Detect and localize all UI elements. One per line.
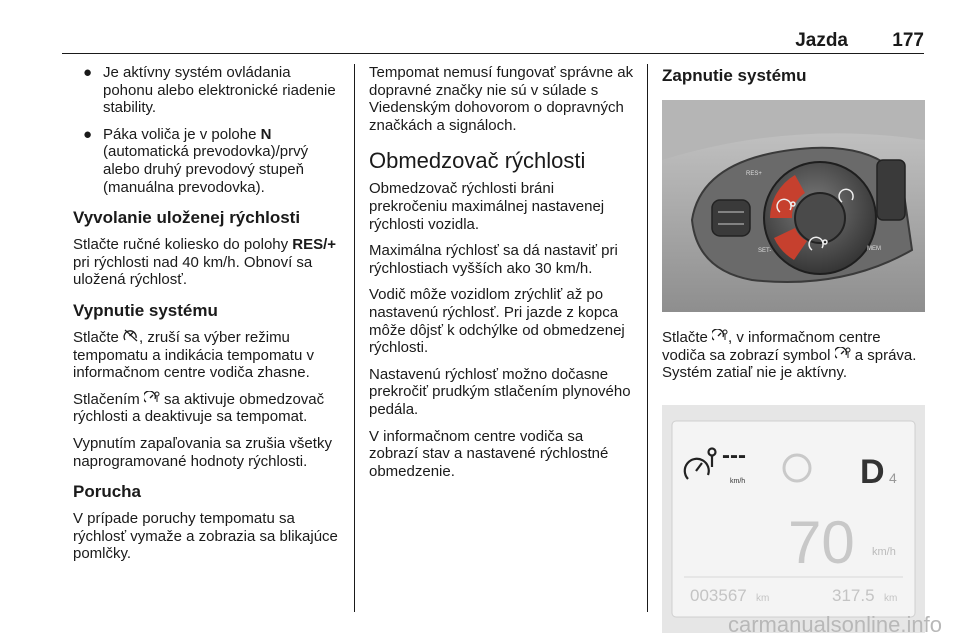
gear-n-label: N (260, 125, 272, 143)
bullet-icon: ● (83, 125, 93, 143)
mem-wheel-label: MEM (867, 246, 881, 252)
column-3 (662, 64, 927, 638)
speed-limiter-icon (712, 329, 728, 347)
paragraph-switch-off-3: Vypnutím zapaľovania sa zrušia všetky naprogramované hodnoty rýchlosti. (73, 434, 332, 470)
paragraph-limiter-4: Nastavenú rýchlosť možno dočasne prekročiť prudkým stlačením plynového pedála. (369, 365, 631, 418)
paragraph-fault: V prípade poruchy tempomatu sa rýchlosť vymaže a zobrazia sa blikajúce pomlčky. (73, 510, 338, 563)
heading-switch-on: Zapnutie systému (662, 66, 807, 85)
res-plus-label: RES/+ (292, 236, 337, 254)
page-number: 177 (892, 30, 924, 51)
trip-value: 317.5 (832, 585, 875, 605)
heading-switch-off: Vypnutie systému (73, 300, 218, 320)
set-speed-dashes: --- (722, 441, 746, 469)
column-divider-2 (647, 64, 648, 612)
gear-number: 4 (889, 469, 897, 486)
header-rule (62, 53, 924, 54)
gear-indicator: D (860, 452, 885, 491)
paragraph-limiter-3: Vodič môže vozidlom zrýchliť až po nastavenú rýchlosť. Pri jazde z kopca môže dôjsť k odchýlke od obmedzenej rýchlosti. (369, 286, 625, 357)
paragraph-switch-off-2: Stlačením sa aktivuje obmedzovač rýchlosti a deaktivuje sa tempomat. (73, 390, 325, 426)
speed-limiter-icon (835, 347, 851, 365)
column-divider-1 (354, 64, 355, 612)
watermark: carmanualsonline.info (727, 612, 942, 637)
paragraph-limiter-2: Maximálna rýchlosť sa dá nastaviť pri rýchlostiach vyšších ako 30 km/h. (369, 242, 618, 277)
paragraph-switch-on: Stlačte , v informačnom centre vodiča sa zobrazí symbol a správa. Systém zatiaľ nie je aktívny. (662, 329, 917, 382)
trip-unit: km (884, 592, 898, 604)
driver-info-display-image (662, 405, 925, 633)
set-speed-unit: km/h (730, 477, 746, 485)
heading-speed-limiter: Obmedzovač rýchlosti (369, 148, 586, 174)
paragraph-recall: Stlačte ručné koliesko do polohy RES/+ pri rýchlosti nad 40 km/h. Obnoví sa uložená rýchlosť. (73, 236, 337, 289)
page-header (62, 30, 924, 54)
chapter-title: Jazda (795, 30, 848, 51)
heading-fault: Porucha (73, 482, 142, 502)
speed-unit: km/h (872, 545, 896, 558)
res-plus-wheel-label: RES+ (746, 171, 762, 177)
speed-limiter-icon (144, 391, 160, 409)
current-speed: 70 (788, 508, 855, 576)
odometer-value: 003567 (690, 585, 747, 605)
set-minus-wheel-label: SET- (758, 248, 772, 254)
odometer-unit: km (756, 592, 770, 604)
heading-recall: Vyvolanie uloženej rýchlosti (73, 208, 301, 228)
list-item: ● Je aktívny systém ovládania pohonu alebo elektronické riadenie stability. (83, 64, 336, 117)
steering-wheel-controls-image (662, 100, 925, 312)
cruise-cancel-icon (123, 329, 139, 347)
paragraph-limiter-5: V informačnom centre vodiča sa zobrazí stav a nastavené rýchlostné obmedzenie. (369, 427, 609, 480)
list-item: ● Páka voliča je v polohe N (automatická prevodovka)/prvý alebo druhý prevodový stupeň (manuálna prevodovka). (83, 125, 309, 196)
paragraph-limiter-1: Obmedzovač rýchlosti bráni prekročeniu maximálnej nastavenej rýchlosti vozidla. (369, 180, 605, 233)
bullet-icon: ● (83, 64, 93, 81)
paragraph-intro: Tempomat nemusí fungovať správne ak dopravné značky nie sú v súlade s Viedenským dohovorom o dopravných značkách a signáloch. (369, 64, 634, 134)
column-2 (369, 64, 635, 489)
column-1 (73, 64, 343, 572)
paragraph-switch-off-1: Stlačte , zruší sa výber režimu tempomatu a indikácia tempomatu v informačnom centre vodiča zhasne. (73, 328, 314, 382)
